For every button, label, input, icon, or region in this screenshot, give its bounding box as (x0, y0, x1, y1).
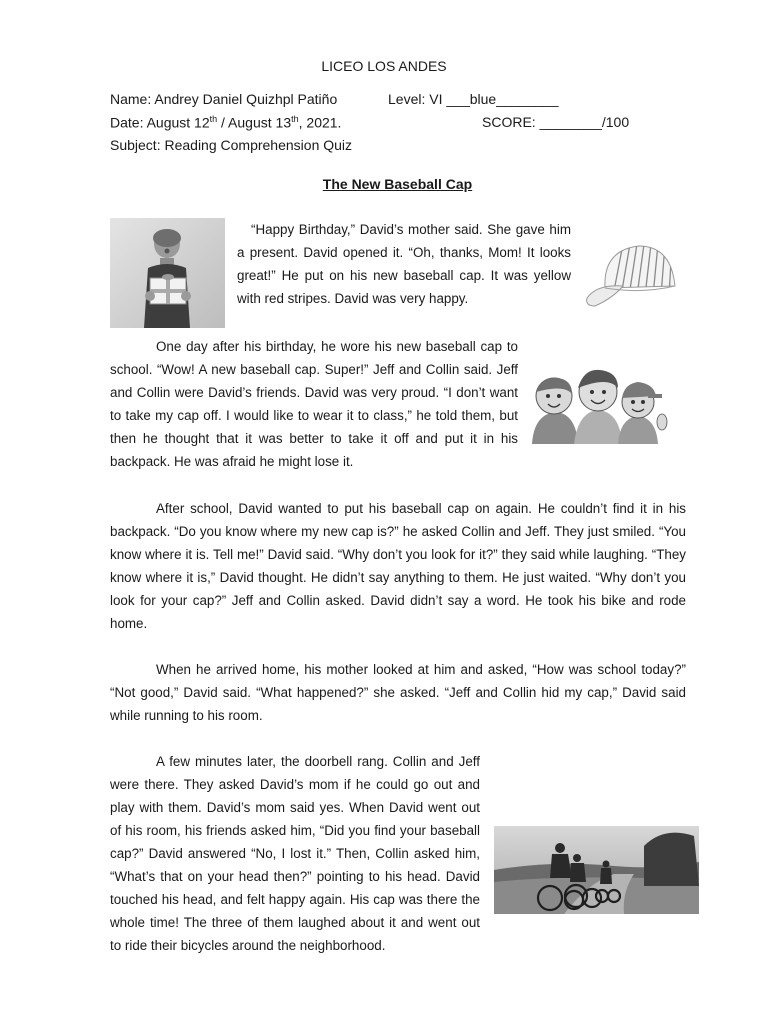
three-boys-icon (528, 364, 668, 444)
paragraph-3-text: After school, David wanted to put his baseball cap on again. He couldn’t find it in his backpack. “Do you know where my new cap is?” he asked Collin and Jeff. They just smiled. “You know where it is. Tell me!” David said. “Why don’t you look for it?” they said while laughing. “They know where it is,” David thought. He didn’t say anything to them. He just waited. “Why don’t you look for your cap?” Jeff and Collin asked. David didn’t say a word. He took his bike and rode home. (110, 501, 686, 631)
boy-with-present-icon (110, 218, 225, 328)
paragraph-4-text: When he arrived home, his mother looked at him and asked, “How was school today?” “Not good,” David said. “What happened?” she asked. “Jeff and Collin hid my cap,” David said while running to his room. (110, 662, 686, 723)
striped-cap-icon (583, 236, 680, 316)
story-title: The New Baseball Cap (322, 176, 473, 192)
date-text-1: Date: August 12 (110, 114, 210, 131)
score-field: SCORE: ________/100 (482, 114, 630, 130)
kids-on-bikes-icon (494, 826, 699, 914)
three-friends-image (528, 364, 668, 444)
paragraph-1 (237, 218, 571, 310)
date-text-2: / August 13 (217, 114, 292, 131)
paragraph-2 (110, 335, 518, 473)
subject-field: Subject: Reading Comprehension Quiz (110, 137, 353, 153)
paragraph-4 (110, 658, 686, 727)
date-sup-2: th (291, 114, 299, 124)
date-sup-1: th (209, 114, 218, 124)
bicycle-ride-image (494, 826, 699, 914)
paragraph-5-text: A few minutes later, the doorbell rang. Collin and Jeff were there. They asked David’s mom if he could go out and play with them. David’s mom said yes. When David went out of his room, his friends asked him, “Did you find your baseball cap?” David answered “No, I lost it.” Then, Collin asked him, “What’s that on your head then?” pointing to his head. David touched his head, and felt happy again. His cap was there the whole time! The three of them laughed about it and went out to ride their bicycles around the neighborhood. (110, 754, 480, 953)
baseball-cap-image (583, 236, 680, 316)
date-field (110, 114, 341, 131)
school-name: LICEO LOS ANDES (321, 58, 447, 74)
boy-with-present-image (110, 218, 225, 328)
paragraph-2-text: One day after his birthday, he wore his new baseball cap to school. “Wow! A new baseball cap. Super!” Jeff and Collin said. Jeff and Collin were David’s friends. David was very proud. “I don’t want to take my cap off. I would like to wear it to class,” he told them, but then he thought that it was better to take it off and put it in his backpack. He was afraid he might lose it. (110, 339, 518, 469)
paragraph-3 (110, 497, 686, 635)
paragraph-1-text: “Happy Birthday,” David’s mother said. She gave him a present. David opened it. “Oh, thanks, Mom! It looks great!” He put on his new baseball cap. It was yellow with red stripes. David was very happy. (237, 222, 571, 306)
level-field: Level: VI ___blue________ (388, 91, 559, 107)
date-text-3: , 2021. (298, 114, 342, 131)
student-name: Name: Andrey Daniel Quizhpl Patiño (110, 91, 338, 107)
